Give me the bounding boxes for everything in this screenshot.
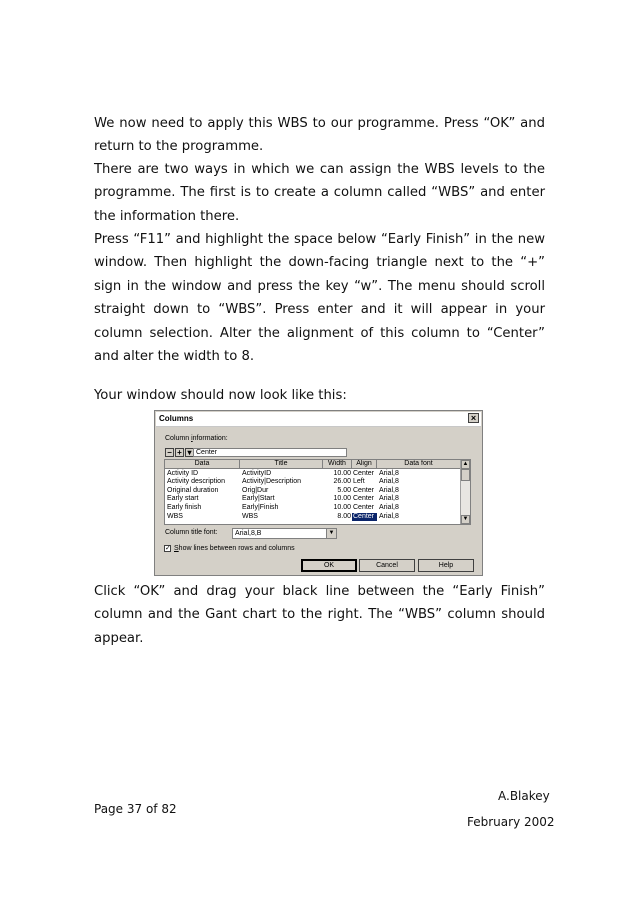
cell-align: Center	[353, 469, 375, 477]
column-title-font-value: Arial,8,B	[235, 530, 262, 537]
cell-width: 5.00	[337, 486, 351, 494]
grid-scrollbar[interactable]	[460, 460, 470, 524]
cell-title: WBS	[242, 512, 258, 520]
columns-grid	[164, 459, 471, 525]
table-row[interactable]	[165, 495, 461, 504]
cell-data: Activity description	[167, 478, 225, 486]
paragraph-apply-wbs: We now need to apply this WBS to our programme. Press “OK” and return to the programme.	[94, 116, 545, 155]
cell-width: 10.00	[333, 495, 351, 503]
cell-width: 10.00	[333, 469, 351, 477]
header-width: Width	[323, 460, 352, 469]
column-information-label-rest: nformation:	[192, 435, 228, 442]
cell-font: Arial,8	[379, 495, 399, 503]
header-data: Data	[165, 460, 240, 469]
cell-data: Original duration	[167, 486, 219, 494]
cell-title: Early|Start	[242, 495, 275, 503]
table-row[interactable]	[165, 487, 461, 496]
paragraph-window-look: Your window should now look like this:	[94, 388, 347, 403]
cell-data: Activity ID	[167, 469, 199, 477]
column-information-label	[165, 435, 228, 442]
ok-button[interactable]: OK	[301, 559, 357, 572]
cell-title: Orig|Dur	[242, 486, 269, 494]
paragraph-press-f11: Press “F11” and highlight the space below “Early Finish” in the new window. Then highlight the down-facing triangle next to the “+” sign in the window and press the key “w”. The menu should scroll straight down to “WBS”. Press enter and it will appear in your column selection. Alter the alignment of this column to “Center” and alter the width to 8.	[94, 232, 545, 365]
paragraph-two-ways: There are two ways in which we can assign the WBS levels to the programme. The first is to create a column called “WBS” and enter the information there.	[94, 162, 545, 224]
scroll-up-icon[interactable]: ▲	[462, 461, 469, 467]
cell-data: WBS	[167, 512, 183, 520]
show-lines-label	[174, 545, 295, 552]
table-row[interactable]	[165, 504, 461, 513]
cell-width: 10.00	[333, 503, 351, 511]
column-edit-field[interactable]: Center	[193, 448, 347, 457]
show-lines-label-text: how lines between rows and columns	[178, 545, 295, 552]
cell-width: 8.00	[337, 512, 351, 520]
cell-align: Center	[353, 486, 375, 494]
header-align: Align	[352, 460, 377, 469]
column-information-label-text: Column	[165, 435, 192, 442]
add-column-button[interactable]: +	[175, 448, 184, 457]
cell-title: ActivityID	[242, 469, 272, 477]
table-row[interactable]	[165, 478, 461, 487]
chevron-down-icon[interactable]: ▼	[326, 529, 336, 538]
footer-page-number: Page 37 of 82	[94, 802, 177, 816]
column-information-label-accel: i	[191, 435, 193, 442]
footer-date: February 2002	[467, 815, 555, 829]
column-title-font-select[interactable]	[232, 528, 337, 539]
cell-font: Arial,8	[379, 503, 399, 511]
cell-font: Arial,8	[379, 478, 399, 486]
header-title: Title	[240, 460, 323, 469]
table-row[interactable]	[165, 513, 461, 522]
close-button[interactable]: ×	[468, 413, 479, 423]
show-lines-label-accel: S	[174, 545, 179, 552]
cell-align: Center	[353, 503, 375, 511]
scroll-thumb[interactable]	[461, 469, 470, 481]
table-row[interactable]	[165, 470, 461, 479]
help-button[interactable]: Help	[418, 559, 474, 572]
dialog-titlebar	[156, 412, 481, 427]
cell-font: Arial,8	[379, 469, 399, 477]
column-data-dropdown-button[interactable]: ▾	[185, 448, 194, 457]
column-title-font-label: Column title font:	[165, 529, 218, 536]
cancel-button[interactable]: Cancel	[359, 559, 415, 572]
cell-align: Center	[353, 495, 375, 503]
cell-width: 26.00	[333, 478, 351, 486]
scroll-down-icon[interactable]: ▼	[462, 516, 469, 522]
cell-align-selected[interactable]: Center	[352, 513, 377, 522]
header-data-font: Data font	[377, 460, 461, 469]
columns-dialog	[154, 410, 483, 576]
paragraph-click-ok: Click “OK” and drag your black line between the “Early Finish” column and the Gant chart to the right. The “WBS” column should appear.	[94, 584, 545, 646]
footer-author: A.Blakey	[498, 789, 550, 803]
cell-data: Early start	[167, 495, 199, 503]
cell-title: Activity|Description	[242, 478, 302, 486]
cell-align: Left	[353, 478, 365, 486]
dialog-title: Columns	[159, 414, 194, 423]
show-lines-checkbox[interactable]: ✓	[165, 545, 171, 552]
remove-column-button[interactable]: −	[165, 448, 174, 457]
cell-font: Arial,8	[379, 486, 399, 494]
cell-title: Early|Finish	[242, 503, 279, 511]
cell-data: Early finish	[167, 503, 202, 511]
cell-font: Arial,8	[379, 512, 399, 520]
